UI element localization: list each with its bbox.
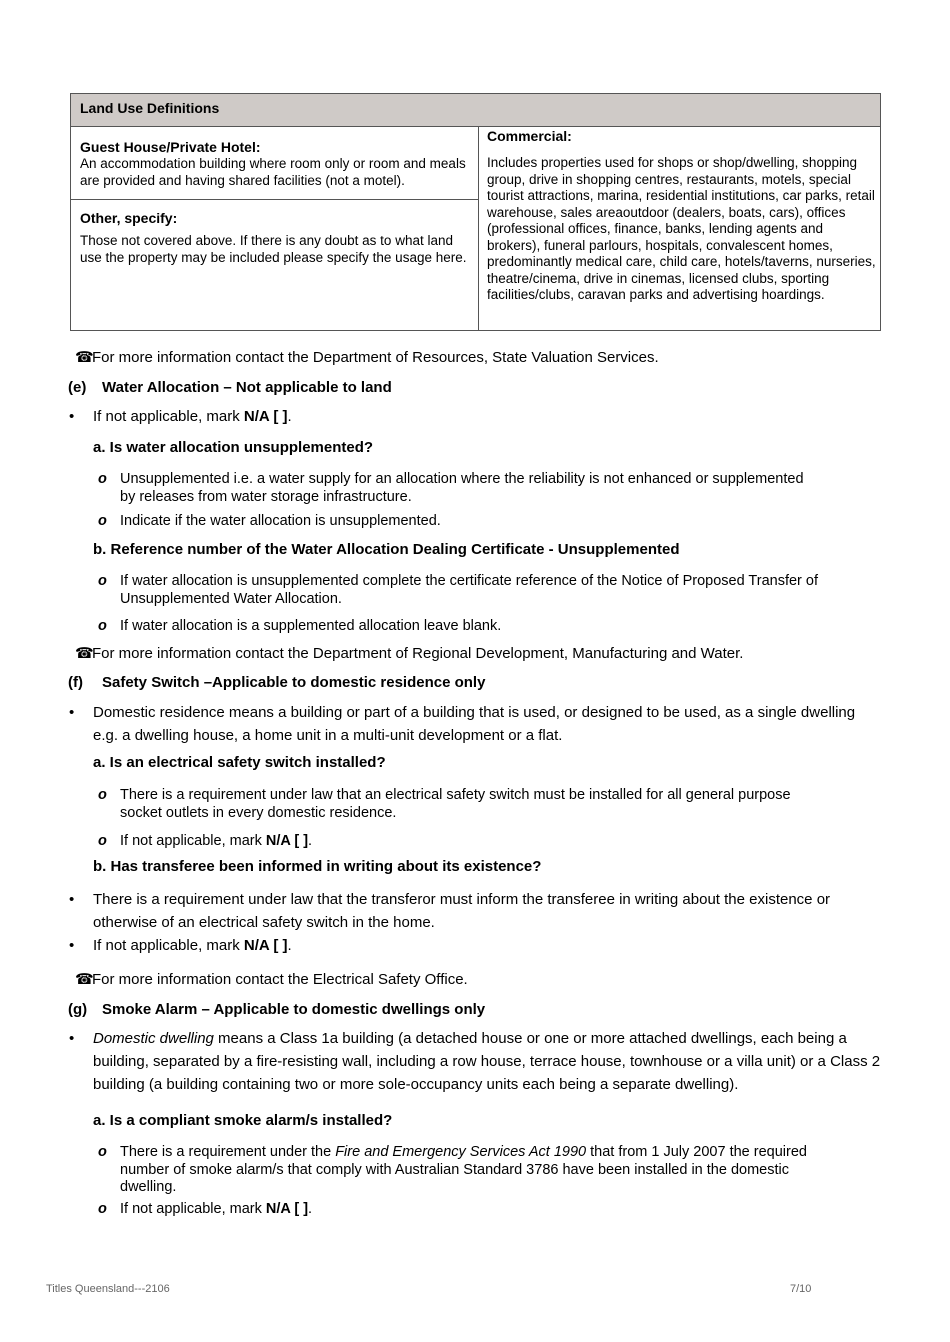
- phone-icon: ☎: [75, 645, 94, 662]
- bullet-marker: o: [98, 1144, 107, 1160]
- land-use-definitions-table: [70, 93, 881, 331]
- section-label: (g): [68, 1001, 88, 1018]
- bullet-marker: •: [69, 408, 75, 425]
- list-item: • There is a requirement under law that the transferor must inform the transferee in writing about the existence or otherwise of an electrical safety switch in the home.: [93, 888, 883, 934]
- list-item: o Unsupplemented i.e. a water supply for an allocation where the reliability is not enhanced or supplemented by releases from water storage infrastructure.: [98, 471, 804, 505]
- commercial-title: Commercial:: [487, 128, 572, 144]
- subsection-heading: a. Is an electrical safety switch installed?: [93, 754, 386, 771]
- contact-text: For more information contact the Electrical Safety Office.: [92, 971, 468, 988]
- footer-title: Titles Queensland---2106: [46, 1283, 170, 1295]
- bullet-marker: •: [69, 937, 75, 954]
- bullet-marker: •: [69, 891, 75, 908]
- bullet-marker: o: [98, 573, 107, 589]
- guest-house-cell: [71, 127, 478, 200]
- list-item: • Domestic residence means a building or part of a building that is used, or designed to be used, as a single dwelling e.g. a dwelling house, a home unit in a multi-unit development or a flat.: [93, 701, 878, 747]
- commercial-text: Includes properties used for shops or shop/dwelling, shopping group, drive in shopping centres, restaurants, motels, special tourist attractions, marina, residential institutions, car parks, retail warehouse, sales areaoutdoor (dealers, boats, cars), offices (professional offices, finance, banks, lending agents and brokers), funeral parlours, hospitals, convalescent homes, predominantly medical care, child care, hotels/taverns, nurseries, theatre/cinema, drive in cinemas, licensed clubs, sporting facilities/clubs, caravan parks and advertising hoardings.: [487, 155, 876, 302]
- section-title: Smoke Alarm – Applicable to domestic dwellings only: [102, 1001, 486, 1018]
- bullet-marker: •: [69, 704, 75, 721]
- contact-note: [75, 970, 468, 988]
- guest-house-text: An accommodation building where room only or room and meals are provided and having shared facilities (not a motel).: [80, 156, 466, 188]
- bullet-marker: o: [98, 787, 107, 803]
- section-title: Water Allocation – Not applicable to land: [102, 379, 392, 396]
- bullet-marker: •: [69, 1030, 75, 1047]
- list-item: o If not applicable, mark N/A [ ].: [98, 833, 313, 849]
- bullet-marker: o: [98, 471, 107, 487]
- section-title: Safety Switch –Applicable to domestic residence only: [102, 674, 486, 691]
- section-g-heading: [68, 1001, 485, 1018]
- bullet-marker: o: [98, 1201, 107, 1217]
- phone-icon: ☎: [75, 971, 94, 988]
- section-e-heading: [68, 379, 392, 396]
- list-item: o If water allocation is unsupplemented complete the certificate reference of the Notice of Proposed Transfer of Unsupplemented Water Allocation.: [98, 573, 818, 607]
- section-label: (f): [68, 674, 83, 691]
- subsection-heading: b. Has transferee been informed in writing about its existence?: [93, 858, 542, 875]
- list-item: • If not applicable, mark N/A [ ].: [93, 405, 292, 428]
- guest-house-title: Guest House/Private Hotel:: [80, 139, 261, 155]
- bullet-marker: o: [98, 513, 107, 529]
- section-f-heading: [68, 674, 485, 691]
- contact-note: [75, 644, 743, 662]
- list-item: • Domestic dwelling means a Class 1a building (a detached house or one or more attached dwellings, each being a building, separated by a fire-resisting wall, including a row house, terrace house, townhouse or a villa unit) or a Class 2 building (a building containing two or more sole-occupancy units each being a separate dwelling).: [93, 1027, 883, 1096]
- table-header: Land Use Definitions: [71, 94, 880, 127]
- other-specify-cell: [71, 200, 478, 330]
- list-item: o There is a requirement under law that an electrical safety switch must be installed for all general purpose socket outlets in every domestic residence.: [98, 787, 791, 821]
- subsection-heading: a. Is a compliant smoke alarm/s installed?: [93, 1112, 393, 1129]
- list-item: o There is a requirement under the Fire and Emergency Services Act 1990 that from 1 July 2007 the required number of smoke alarm/s that comply with Australian Standard 3786 have been installed in the domestic dwelling.: [98, 1144, 807, 1195]
- contact-text: For more information contact the Department of Regional Development, Manufacturing and Water.: [92, 645, 744, 662]
- list-item: o If water allocation is a supplemented allocation leave blank.: [98, 618, 502, 634]
- bullet-marker: o: [98, 833, 107, 849]
- other-specify-text: Those not covered above. If there is any doubt as to what land use the property may be included please specify the usage here.: [80, 233, 467, 265]
- list-item: o If not applicable, mark N/A [ ].: [98, 1201, 313, 1217]
- subsection-heading: a. Is water allocation unsupplemented?: [93, 439, 374, 456]
- phone-icon: ☎: [75, 349, 94, 366]
- page-number: 7/10: [790, 1283, 812, 1295]
- section-label: (e): [68, 379, 87, 396]
- subsection-heading: b. Reference number of the Water Allocation Dealing Certificate - Unsupplemented: [93, 541, 680, 558]
- bullet-marker: o: [98, 618, 107, 634]
- other-specify-title: Other, specify:: [80, 210, 178, 226]
- list-item: o Indicate if the water allocation is unsupplemented.: [98, 513, 441, 529]
- list-item: • If not applicable, mark N/A [ ].: [93, 934, 292, 957]
- contact-text: For more information contact the Department of Resources, State Valuation Services.: [92, 349, 659, 366]
- contact-note: [75, 348, 659, 366]
- commercial-cell: [478, 127, 881, 330]
